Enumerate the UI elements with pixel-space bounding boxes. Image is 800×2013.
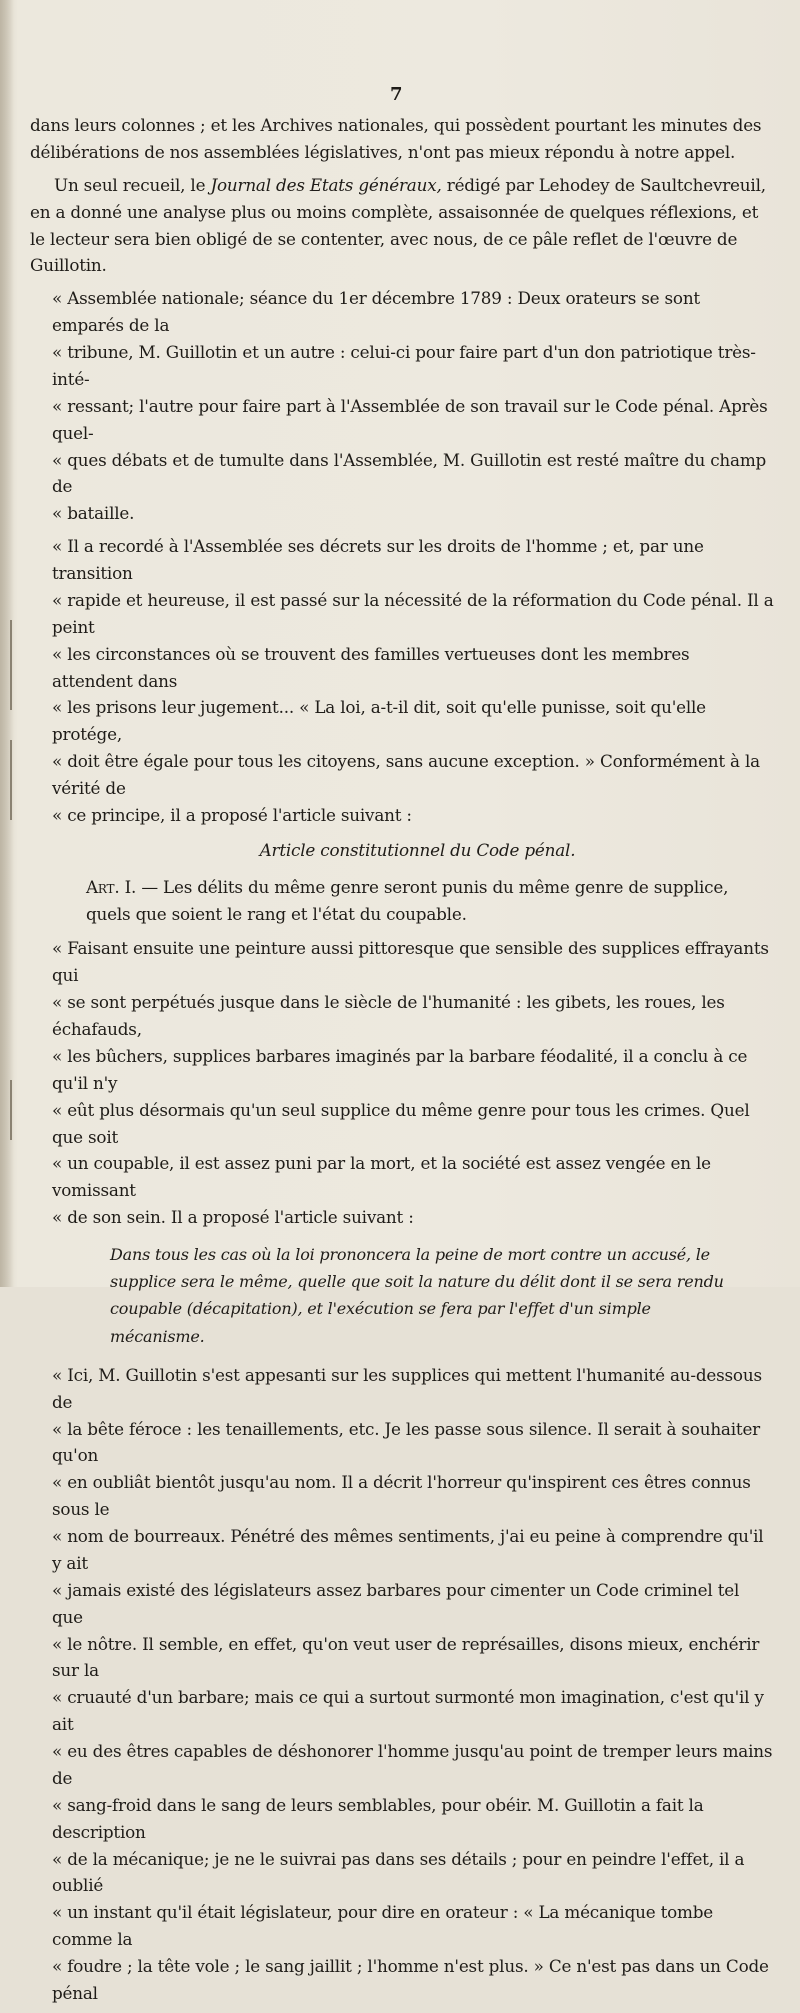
quote-block-2 [30, 533, 775, 829]
quote-line: « Assemblée nationale; séance du 1er décembre 1789 : Deux orateurs se sont emparés de la [52, 288, 700, 336]
quote-line: « tribune, M. Guillotin et un autre : celui-ci pour faire part d'un don patriotique très-inté- [52, 342, 756, 389]
decree-text: Dans tous les cas où la loi prononcera la peine de mort contre un accusé, le supplice sera le même, quelle que soit la nature du délit dont il se sera rendu coupable (décapitation), et l'exécution se fera par l'effet d'un simple mécanisme. [110, 1245, 724, 1346]
quote-line: « Faisant ensuite une peinture aussi pittoresque que sensible des supplices effrayants qui [52, 938, 769, 986]
quote-line: « bataille. [52, 503, 135, 524]
quote-line: « un instant qu'il était législateur, pour dire en orateur : « La mécanique tombe comme la [52, 1902, 714, 1950]
quote-line: « de son sein. Il a proposé l'article suivant : [52, 1207, 414, 1228]
quote-line: « un coupable, il est assez puni par la mort, et la société est assez vengée en le vomissant [52, 1153, 711, 1201]
quote-line: « ce principe, il a proposé l'article suivant : [52, 804, 412, 825]
quote-line: « le nôtre. Il semble, en effet, qu'on veut user de représailles, disons mieux, enchérir sur la [52, 1633, 760, 1681]
quote-line: « les bûchers, supplices barbares imaginés par la barbare féodalité, il a conclu à ce qu'il n'y [52, 1045, 748, 1093]
quote-line: « foudre ; la tête vole ; le sang jaillit ; l'homme n'est plus. » Ce n'est pas dans un Code pénal [52, 1956, 769, 2003]
quote-block-1 [30, 285, 775, 527]
page-number: 7 [390, 84, 403, 105]
margin-mark [10, 620, 12, 710]
margin-mark [10, 1080, 12, 1140]
quote-line: « nom de bourreaux. Pénétré des mêmes sentiments, j'ai eu peine à comprendre qu'il y ait [52, 1526, 764, 1573]
quote-line: « cruauté d'un barbare; mais ce qui a surtout surmonté mon imagination, c'est qu'il y ait [52, 1687, 764, 1735]
quote-line: « de la mécanique; je ne le suivrai pas dans ses détails ; pour en peindre l'effet, il a oublié [52, 1848, 745, 1896]
quote-line: « la bête féroce : les tenaillements, etc. Je les passe sous silence. Il serait à souhaiter qu'on [52, 1418, 760, 1466]
document-body [30, 112, 775, 2013]
quote-line: « eu des êtres capables de déshonorer l'homme jusqu'au point de tremper leurs mains de [52, 1741, 773, 1788]
quote-line: « doit être égale pour tous les citoyens, sans aucune exception. » Conformément à la vérité de [52, 751, 760, 798]
quote-line: « en oubliât bientôt jusqu'au nom. Il a décrit l'horreur qu'inspirent ces êtres connus sous le [52, 1472, 751, 1520]
margin-mark [10, 740, 12, 820]
article-one: Art. I. — Les délits du même genre seront punis du même genre de supplice, quels que soient le rang et l'état du coupable. [86, 876, 729, 924]
quote-line: « sang-froid dans le sang de leurs semblables, pour obéir. M. Guillotin a fait la description [52, 1794, 704, 1842]
article-label: Art. I. [86, 876, 137, 897]
paragraph-2: Un seul recueil, le Journal des Etats généraux, rédigé par Lehodey de Saultchevreuil, en a donné une analyse plus ou moins complète, assaisonnée de quelques réflexions, et le lecteur sera bien obligé de se contenter, avec nous, de ce pâle reflet de l'œuvre de Guillotin. [30, 174, 766, 276]
section-heading: Article constitutionnel du Code pénal. [259, 839, 576, 860]
quote-line: « ressant; l'autre pour faire part à l'Assemblée de son travail sur le Code pénal. Après quel- [52, 395, 768, 443]
quote-line: « les prisons leur jugement... « La loi, a-t-il dit, soit qu'elle punisse, soit qu'elle protége, [52, 697, 706, 745]
quote-line: « Ici, M. Guillotin s'est appesanti sur les supplices qui mettent l'humanité au-dessous de [52, 1364, 762, 1412]
quote-block-3 [30, 935, 775, 1231]
quote-block-4 [30, 1362, 775, 2007]
paragraph-1: dans leurs colonnes ; et les Archives nationales, qui possèdent pourtant les minutes des délibérations de nos assemblées législatives, n'ont pas mieux répondu à notre appel. [30, 115, 762, 162]
quote-line: « rapide et heureuse, il est passé sur la nécessité de la réformation du Code pénal. Il a peint [52, 589, 774, 637]
quote-line: « eût plus désormais qu'un seul supplice du même genre pour tous les crimes. Quel que soit [52, 1099, 750, 1147]
quote-line: « les circonstances où se trouvent des familles vertueuses dont les membres attendent dans [52, 643, 690, 691]
quote-line: « se sont perpétués jusque dans le siècle de l'humanité : les gibets, les roues, les échafauds, [52, 992, 725, 1039]
quote-line: « Il a recordé à l'Assemblée ses décrets sur les droits de l'homme ; et, par une transition [52, 536, 704, 583]
quote-line: « jamais existé des législateurs assez barbares pour cimenter un Code criminel tel que [52, 1579, 740, 1627]
quote-line: « ques débats et de tumulte dans l'Assemblée, M. Guillotin est resté maître du champ de [52, 449, 767, 497]
journal-title: Journal des Etats généraux, [210, 174, 442, 195]
